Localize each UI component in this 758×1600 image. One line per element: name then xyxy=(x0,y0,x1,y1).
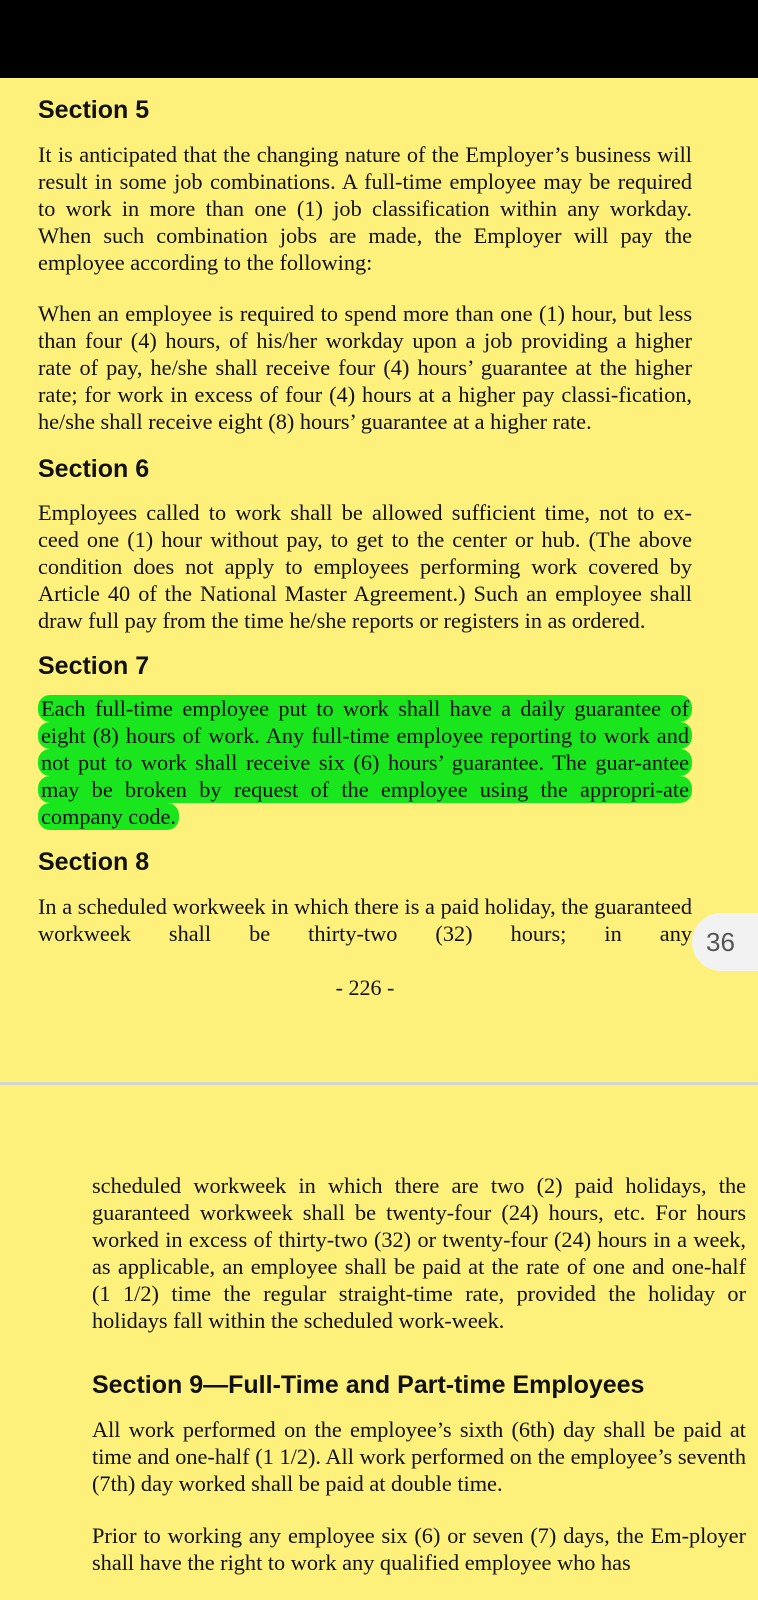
document-page-227 xyxy=(0,1085,758,1600)
document-page-226 xyxy=(0,78,758,1082)
page-indicator-badge[interactable]: 36 xyxy=(692,913,758,971)
text-highlight[interactable]: Each full-time employee put to work shall have a daily guarantee of eight (8) hours of work. Any full-time employee reporting to work and not put to work shall receive six (6) hours’ guarantee. The guar-antee may be broken by request of the employee using the appropri-ate company code. xyxy=(38,695,692,830)
section-8-continuation: scheduled workweek in which there are two (2) paid holidays, the guaranteed workweek shall be twenty-four (24) hours, etc. For hours worked in excess of thirty-two (32) or twenty-four (24) hours in a week, as applicable, an employee shall be paid at the rate of one and one-half (1 1/2) time the regular straight-time rate, provided the holiday or holidays fall within the scheduled work-week. xyxy=(92,1173,746,1333)
section-9-paragraph-2: Prior to working any employee six (6) or seven (7) days, the Em-ployer shall have the right to work any qualified employee who has xyxy=(92,1523,746,1575)
section-9-paragraph-1: All work performed on the employee’s sixth (6th) day shall be paid at time and one-half (1 1/2). All work performed on the employee’s seventh (7th) day worked shall be paid at double time. xyxy=(92,1417,746,1496)
section-9-heading: Section 9—Full-Time and Part-time Employees xyxy=(92,1371,645,1399)
section-5-paragraph-2: When an employee is required to spend more than one (1) hour, but less than four (4) hours, of his/her workday upon a job providing a higher rate of pay, he/she shall receive four (4) hours’ guarantee at the higher rate; for work in excess of four (4) hours at a higher pay classi-fication, he/she shall receive eight (8) hours’ guarantee at a higher rate. xyxy=(38,301,692,434)
page-number: - 226 - xyxy=(335,975,395,1000)
section-5-paragraph-1: It is anticipated that the changing nature of the Employer’s business will result in some job combinations. A full-time employee may be required to work in more than one (1) job classification within any workday. When such combination jobs are made, the Employer will pay the employee according to the following: xyxy=(38,142,692,275)
section-6-paragraph: Employees called to work shall be allowed sufficient time, not to ex-ceed one (1) hour without pay, to get to the center or hub. (The above condition does not apply to employees performing work covered by Article 40 of the National Master Agreement.) Such an employee shall draw full pay from the time he/she reports or registers in as ordered. xyxy=(38,500,692,633)
section-7-heading: Section 7 xyxy=(38,652,150,680)
section-8-paragraph: In a scheduled workweek in which there is a paid holiday, the guaranteed workweek shall be thirty-two (32) hours; in any xyxy=(38,894,692,946)
section-7-paragraph-highlighted xyxy=(38,695,692,830)
section-8-heading: Section 8 xyxy=(38,848,150,876)
section-6-heading: Section 6 xyxy=(38,455,150,483)
section-5-heading: Section 5 xyxy=(38,96,150,124)
top-status-bar xyxy=(0,0,758,78)
